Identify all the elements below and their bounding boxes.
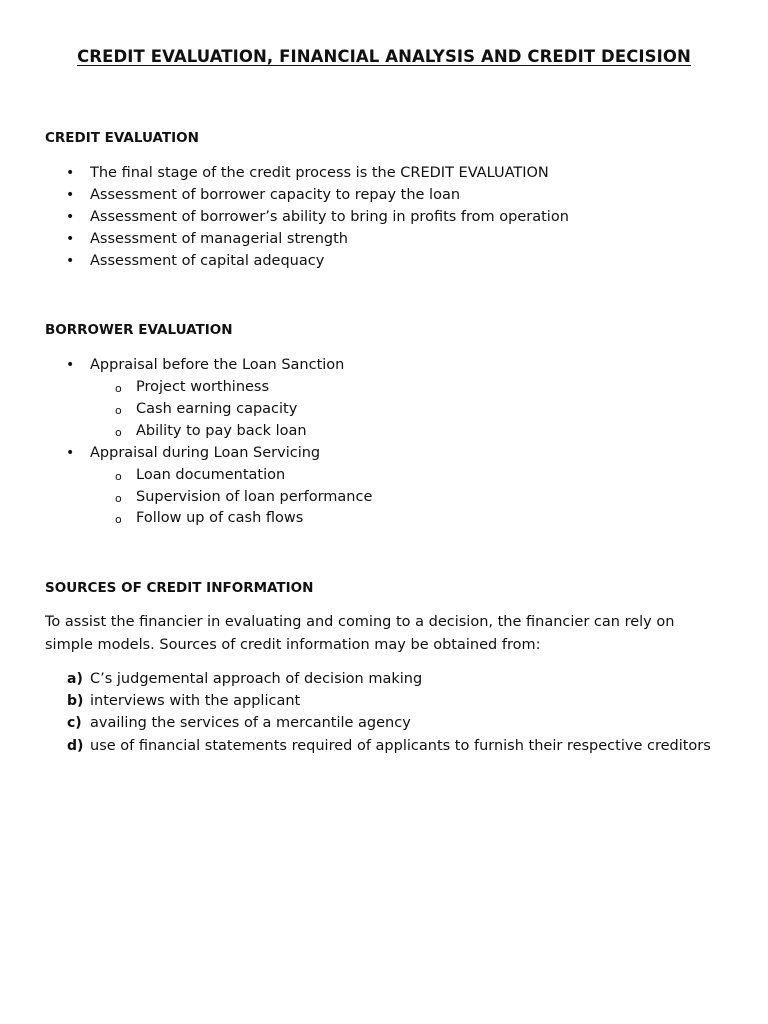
list-item: Assessment of borrower’s ability to bring in profits from operation	[90, 209, 569, 225]
hollow-bullet-icon: o	[115, 404, 122, 417]
list-item: use of financial statements required of applicants to furnish their respective creditors	[90, 738, 711, 754]
list-item: Assessment of borrower capacity to repay the loan	[90, 187, 461, 203]
sub-list-item: Cash earning capacity	[136, 401, 298, 417]
hollow-bullet-icon: o	[115, 382, 122, 395]
sub-list-item: Follow up of cash flows	[136, 510, 304, 526]
list-item: The final stage of the credit process is the CREDIT EVALUATION	[90, 165, 549, 181]
list-letter: c)	[67, 715, 82, 731]
bullet-icon: •	[66, 253, 75, 269]
list-item: Appraisal during Loan Servicing	[90, 445, 321, 461]
sub-list-item: Loan documentation	[136, 467, 286, 483]
bullet-icon: •	[66, 187, 75, 203]
list-item: Appraisal before the Loan Sanction	[90, 357, 345, 373]
hollow-bullet-icon: o	[115, 492, 122, 505]
bullet-icon: •	[66, 357, 75, 373]
section-heading-sources: SOURCES OF CREDIT INFORMATION	[45, 580, 314, 596]
list-item: interviews with the applicant	[90, 693, 301, 709]
intro-paragraph	[45, 611, 735, 657]
bullet-icon: •	[66, 209, 75, 225]
hollow-bullet-icon: o	[115, 513, 122, 526]
list-item: Assessment of capital adequacy	[90, 253, 325, 269]
section-heading-credit-evaluation: CREDIT EVALUATION	[45, 130, 199, 146]
hollow-bullet-icon: o	[115, 426, 122, 439]
hollow-bullet-icon: o	[115, 470, 122, 483]
bullet-icon: •	[66, 231, 75, 247]
sub-list-item: Supervision of loan performance	[136, 489, 373, 505]
bullet-icon: •	[66, 445, 75, 461]
bullet-icon: •	[66, 165, 75, 181]
list-letter: b)	[67, 693, 84, 709]
list-letter: a)	[67, 671, 83, 687]
list-item: availing the services of a mercantile agency	[90, 715, 411, 731]
sub-list-item: Ability to pay back loan	[136, 423, 307, 439]
list-item: Assessment of managerial strength	[90, 231, 348, 247]
paragraph-line: To assist the financier in evaluating and coming to a decision, the financier can rely on	[45, 614, 675, 630]
paragraph-line: simple models. Sources of credit information may be obtained from:	[45, 637, 541, 653]
page-title: CREDIT EVALUATION, FINANCIAL ANALYSIS AND CREDIT DECISION	[77, 47, 691, 66]
section-heading-borrower-evaluation: BORROWER EVALUATION	[45, 322, 233, 338]
list-letter: d)	[67, 738, 84, 754]
list-item: C’s judgemental approach of decision making	[90, 671, 423, 687]
sub-list-item: Project worthiness	[136, 379, 270, 395]
